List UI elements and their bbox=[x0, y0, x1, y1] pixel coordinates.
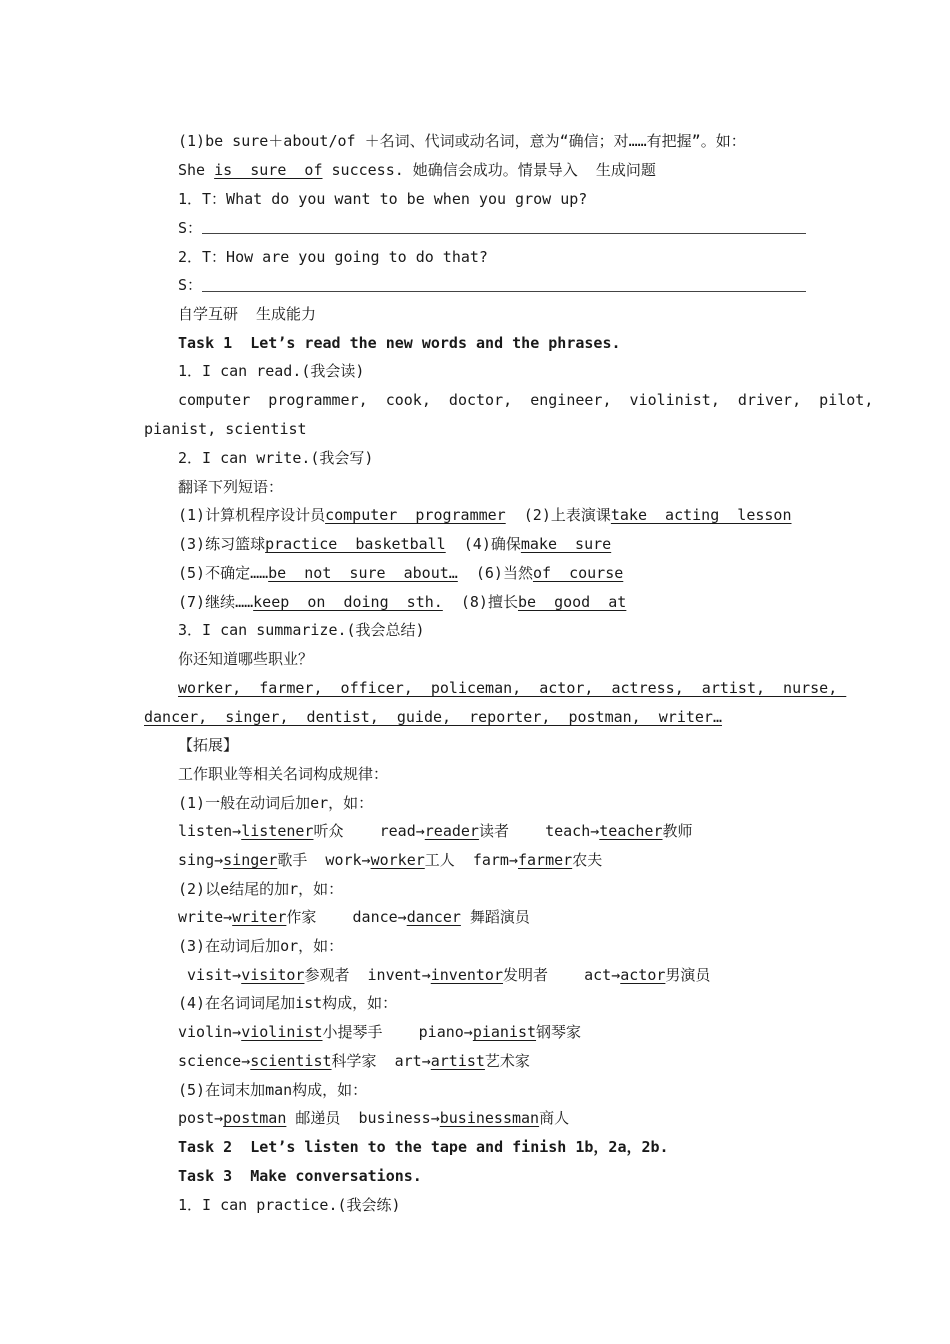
base-word: dance→ bbox=[316, 908, 407, 926]
meaning: 男演员 bbox=[665, 966, 711, 984]
answer-word: writer bbox=[232, 908, 287, 926]
be-sure-rule: (1)be sure＋about/of ＋名词、代词或动名词，意为“确信；对……有把握”。如： bbox=[178, 132, 746, 150]
rule-example-line bbox=[178, 907, 530, 927]
rule-example-line bbox=[178, 965, 710, 985]
meaning: 发明者 bbox=[502, 966, 548, 984]
phrase-line-2 bbox=[178, 534, 611, 554]
answer-word: artist bbox=[430, 1052, 485, 1070]
jobs-answer-line-1: worker, farmer, officer, policeman, actor, actress, artist, nurse, bbox=[178, 679, 847, 697]
answer-word: listener bbox=[241, 822, 314, 840]
base-word: write→ bbox=[178, 908, 233, 926]
base-word: invent→ bbox=[349, 966, 431, 984]
extension-heading: 【拓展】 bbox=[178, 736, 239, 754]
phrase-line-3 bbox=[178, 563, 623, 583]
answer-word: businessman bbox=[439, 1109, 540, 1127]
summarize-label: 3．I can summarize.(我会总结) bbox=[178, 621, 425, 639]
section-heading: 自学互研 生成能力 bbox=[178, 305, 317, 323]
intro-answer-label-2: S： bbox=[178, 276, 203, 294]
phrase-answer: make sure bbox=[520, 535, 612, 553]
base-word: art→ bbox=[376, 1052, 431, 1070]
meaning: 教师 bbox=[662, 822, 693, 840]
meaning: 听众 bbox=[313, 822, 344, 840]
answer-word: singer bbox=[223, 851, 278, 869]
jobs-question: 你还知道哪些职业？ bbox=[178, 650, 314, 668]
answer-word: pianist bbox=[472, 1023, 537, 1041]
meaning: 科学家 bbox=[331, 1052, 377, 1070]
meaning: 小提琴手 bbox=[322, 1023, 383, 1041]
base-word: sing→ bbox=[178, 851, 224, 869]
base-word: read→ bbox=[343, 822, 425, 840]
intro-question-1: 1．T：What do you want to be when you grow up? bbox=[178, 190, 588, 208]
phrase-answer: take acting lesson bbox=[610, 506, 792, 524]
meaning: 读者 bbox=[478, 822, 509, 840]
example-answer: is sure of bbox=[214, 161, 323, 179]
answer-word: dancer bbox=[406, 908, 461, 926]
answer-blank-line-2 bbox=[202, 291, 806, 292]
phrase-prompt: (8)擅长 bbox=[442, 593, 518, 611]
rule-example-line bbox=[178, 850, 602, 870]
meaning: 钢琴家 bbox=[536, 1023, 582, 1041]
extension-intro: 工作职业等相关名词构成规律： bbox=[178, 765, 389, 783]
answer-word: postman bbox=[223, 1109, 287, 1127]
meaning: 歌手 bbox=[277, 851, 308, 869]
meaning: 艺术家 bbox=[484, 1052, 530, 1070]
meaning: 舞蹈演员 bbox=[460, 908, 530, 926]
phrase-prompt: (5)不确定…… bbox=[178, 564, 269, 582]
jobs-answer-line-2: dancer, singer, dentist, guide, reporter, postman, writer… bbox=[144, 708, 722, 726]
rule-example-line bbox=[178, 821, 693, 841]
phrase-prompt: (1)计算机程序设计员 bbox=[178, 506, 326, 524]
base-word: listen→ bbox=[178, 822, 242, 840]
phrase-prompt: (6)当然 bbox=[457, 564, 533, 582]
base-word: teach→ bbox=[508, 822, 600, 840]
base-word: post→ bbox=[178, 1109, 224, 1127]
write-label: 2．I can write.(我会写) bbox=[178, 449, 374, 467]
phrase-answer: be not sure about… bbox=[268, 564, 458, 582]
base-word: piano→ bbox=[382, 1023, 473, 1041]
rule-label: (1)一般在动词后加er，如： bbox=[178, 794, 374, 812]
phrase-prompt: (4)确保 bbox=[445, 535, 521, 553]
base-word: farm→ bbox=[454, 851, 518, 869]
phrase-answer: of course bbox=[532, 564, 624, 582]
rule-label: (3)在动词后加or，如： bbox=[178, 937, 344, 955]
meaning: 参观者 bbox=[304, 966, 350, 984]
phrase-prompt: (7)继续…… bbox=[178, 593, 254, 611]
rule-example-line bbox=[178, 1022, 581, 1042]
task-3-title: Task 3 Make conversations. bbox=[178, 1167, 422, 1185]
rule-example-line bbox=[178, 1108, 569, 1128]
base-word: visit→ bbox=[178, 966, 242, 984]
meaning: 邮递员 bbox=[286, 1109, 341, 1127]
answer-word: worker bbox=[370, 851, 425, 869]
meaning: 商人 bbox=[539, 1109, 570, 1127]
base-word: science→ bbox=[178, 1052, 251, 1070]
answer-word: violinist bbox=[241, 1023, 323, 1041]
task-2-title: Task 2 Let’s listen to the tape and finish 1b，2a，2b. bbox=[178, 1138, 669, 1156]
answer-word: reader bbox=[424, 822, 479, 840]
phrase-line-4 bbox=[178, 592, 626, 612]
base-word: work→ bbox=[307, 851, 371, 869]
be-sure-example bbox=[178, 160, 656, 180]
answer-word: farmer bbox=[518, 851, 573, 869]
answer-word: inventor bbox=[430, 966, 503, 984]
word-list-line-2: pianist, scientist bbox=[144, 420, 307, 438]
phrase-answer: practice basketball bbox=[265, 535, 446, 553]
base-word: act→ bbox=[548, 966, 621, 984]
phrase-line-1 bbox=[178, 505, 792, 525]
intro-question-2: 2．T：How are you going to do that? bbox=[178, 248, 488, 266]
rule-example-line bbox=[178, 1051, 530, 1071]
word-list-line-1: computer programmer, cook, doctor, engineer, violinist, driver, pilot, bbox=[178, 391, 874, 409]
answer-word: teacher bbox=[599, 822, 663, 840]
phrase-answer: computer programmer bbox=[325, 506, 506, 524]
task-1-title: Task 1 Let’s read the new words and the phrases. bbox=[178, 334, 621, 352]
answer-word: actor bbox=[620, 966, 666, 984]
phrase-prompt: (3)练习篮球 bbox=[178, 535, 266, 553]
example-text: She bbox=[178, 161, 215, 179]
meaning: 农夫 bbox=[572, 851, 603, 869]
meaning: 工人 bbox=[424, 851, 455, 869]
rule-label: (2)以e结尾的加r，如： bbox=[178, 880, 344, 898]
rule-label: (4)在名词词尾加ist构成，如： bbox=[178, 994, 398, 1012]
answer-word: scientist bbox=[250, 1052, 332, 1070]
rule-label: (5)在词末加man构成，如： bbox=[178, 1081, 368, 1099]
phrase-answer: keep on doing sth. bbox=[253, 593, 443, 611]
answer-word: visitor bbox=[241, 966, 305, 984]
base-word: violin→ bbox=[178, 1023, 242, 1041]
phrase-prompt: (2)上表演课 bbox=[505, 506, 611, 524]
meaning: 作家 bbox=[286, 908, 317, 926]
practice-label: 1．I can practice.(我会练) bbox=[178, 1196, 401, 1214]
base-word: business→ bbox=[340, 1109, 440, 1127]
example-text-end: success. 她确信会成功。情景导入 生成问题 bbox=[322, 161, 656, 179]
read-label: 1．I can read.(我会读) bbox=[178, 362, 365, 380]
answer-blank-line-1 bbox=[202, 233, 806, 234]
phrase-answer: be good at bbox=[517, 593, 627, 611]
translate-label: 翻译下列短语： bbox=[178, 478, 284, 496]
intro-answer-label-1: S： bbox=[178, 219, 203, 237]
